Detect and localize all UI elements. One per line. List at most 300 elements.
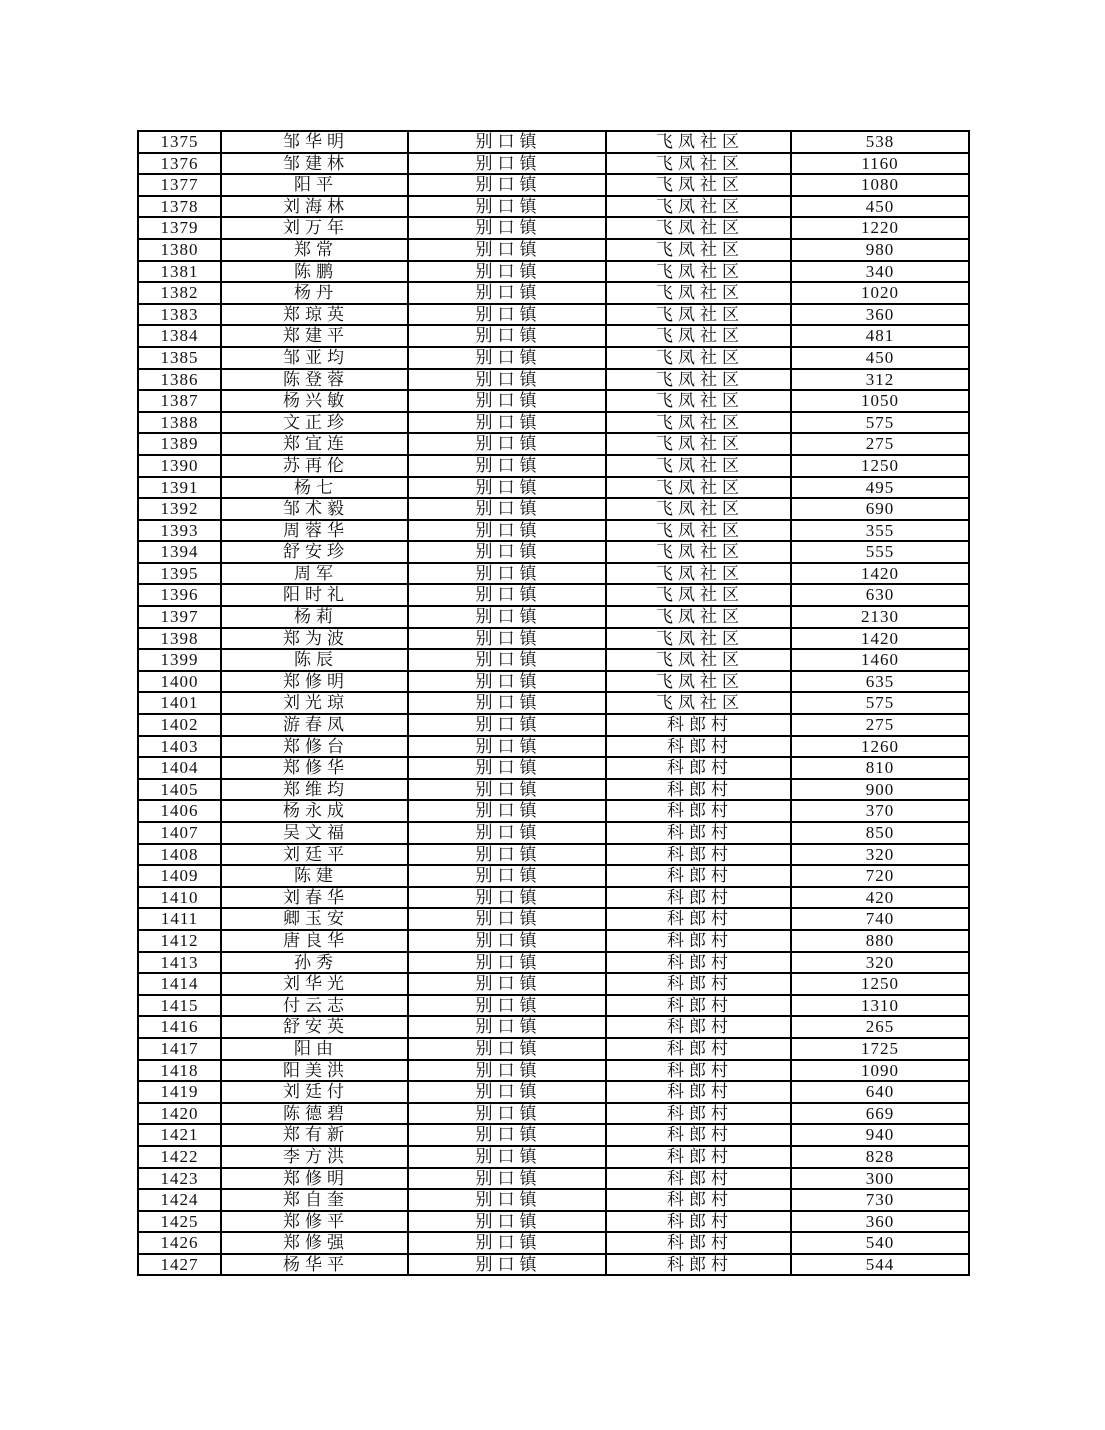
- table-row: [138, 455, 969, 477]
- table-cell-amount: 320: [791, 952, 969, 974]
- table-cell-amount: 555: [791, 541, 969, 563]
- table-cell-name: 郑宜连: [221, 433, 408, 455]
- table-cell-id: 1381: [138, 261, 221, 283]
- table-cell-town: 别口镇: [408, 153, 606, 175]
- table-row: [138, 628, 969, 650]
- table-cell-amount: 360: [791, 304, 969, 326]
- table-row: [138, 304, 969, 326]
- table-cell-name: 舒安英: [221, 1016, 408, 1038]
- table-cell-amount: 740: [791, 908, 969, 930]
- table-cell-amount: 450: [791, 347, 969, 369]
- table-cell-id: 1405: [138, 779, 221, 801]
- table-cell-id: 1395: [138, 563, 221, 585]
- table-cell-id: 1398: [138, 628, 221, 650]
- table-cell-amount: 2130: [791, 606, 969, 628]
- table-cell-town: 别口镇: [408, 1168, 606, 1190]
- table-cell-town: 别口镇: [408, 1124, 606, 1146]
- table-cell-town: 别口镇: [408, 217, 606, 239]
- table-cell-amount: 312: [791, 369, 969, 391]
- table-cell-amount: 940: [791, 1124, 969, 1146]
- table-row: [138, 973, 969, 995]
- table-cell-id: 1375: [138, 131, 221, 153]
- table-cell-town: 别口镇: [408, 1146, 606, 1168]
- table-row: [138, 1081, 969, 1103]
- table-cell-town: 别口镇: [408, 908, 606, 930]
- table-cell-community: 科郎村: [606, 1124, 791, 1146]
- table-cell-id: 1386: [138, 369, 221, 391]
- table-cell-amount: 370: [791, 800, 969, 822]
- table-cell-name: 周军: [221, 563, 408, 585]
- table-cell-town: 别口镇: [408, 757, 606, 779]
- table-cell-amount: 1250: [791, 973, 969, 995]
- table-cell-town: 别口镇: [408, 822, 606, 844]
- table-cell-community: 飞凤社区: [606, 412, 791, 434]
- table-cell-community: 科郎村: [606, 1016, 791, 1038]
- table-cell-name: 陈辰: [221, 649, 408, 671]
- table-cell-town: 别口镇: [408, 1211, 606, 1233]
- table-cell-town: 别口镇: [408, 412, 606, 434]
- table-cell-name: 游春凤: [221, 714, 408, 736]
- table-cell-town: 别口镇: [408, 563, 606, 585]
- table-cell-name: 陈鹏: [221, 261, 408, 283]
- table-cell-town: 别口镇: [408, 844, 606, 866]
- table-cell-town: 别口镇: [408, 369, 606, 391]
- table-cell-name: 杨莉: [221, 606, 408, 628]
- table-cell-amount: 320: [791, 844, 969, 866]
- table-cell-name: 郑修平: [221, 1211, 408, 1233]
- table-cell-community: 科郎村: [606, 1103, 791, 1125]
- table-cell-town: 别口镇: [408, 1060, 606, 1082]
- table-cell-id: 1412: [138, 930, 221, 952]
- table-cell-name: 陈德碧: [221, 1103, 408, 1125]
- table-cell-name: 杨七: [221, 477, 408, 499]
- table-row: [138, 692, 969, 714]
- table-cell-name: 邹建林: [221, 153, 408, 175]
- table-cell-community: 科郎村: [606, 736, 791, 758]
- table-cell-name: 郑有新: [221, 1124, 408, 1146]
- table-cell-name: 刘廷付: [221, 1081, 408, 1103]
- table-cell-town: 别口镇: [408, 520, 606, 542]
- table-row: [138, 995, 969, 1017]
- table-cell-community: 科郎村: [606, 1254, 791, 1276]
- table-cell-town: 别口镇: [408, 952, 606, 974]
- table-row: [138, 520, 969, 542]
- table-cell-amount: 810: [791, 757, 969, 779]
- table-row: [138, 217, 969, 239]
- table-cell-community: 飞凤社区: [606, 239, 791, 261]
- table-cell-town: 别口镇: [408, 1016, 606, 1038]
- table-cell-community: 科郎村: [606, 1060, 791, 1082]
- table-cell-id: 1420: [138, 1103, 221, 1125]
- table-row: [138, 736, 969, 758]
- table-cell-id: 1383: [138, 304, 221, 326]
- table-row: [138, 800, 969, 822]
- table-cell-town: 别口镇: [408, 736, 606, 758]
- table-cell-id: 1391: [138, 477, 221, 499]
- table-cell-community: 飞凤社区: [606, 282, 791, 304]
- table-cell-town: 别口镇: [408, 995, 606, 1017]
- table-cell-town: 别口镇: [408, 325, 606, 347]
- table-cell-community: 飞凤社区: [606, 628, 791, 650]
- table-cell-community: 飞凤社区: [606, 390, 791, 412]
- table-row: [138, 1211, 969, 1233]
- table-cell-community: 科郎村: [606, 1168, 791, 1190]
- table-cell-amount: 540: [791, 1232, 969, 1254]
- table-cell-town: 别口镇: [408, 347, 606, 369]
- table-cell-community: 科郎村: [606, 1146, 791, 1168]
- table-cell-community: 科郎村: [606, 1232, 791, 1254]
- table-cell-name: 刘廷平: [221, 844, 408, 866]
- table-cell-amount: 1090: [791, 1060, 969, 1082]
- table-row: [138, 1232, 969, 1254]
- table-row: [138, 714, 969, 736]
- table-cell-id: 1377: [138, 174, 221, 196]
- table-cell-id: 1415: [138, 995, 221, 1017]
- table-cell-community: 飞凤社区: [606, 153, 791, 175]
- table-cell-id: 1390: [138, 455, 221, 477]
- table-row: [138, 1016, 969, 1038]
- table-cell-community: 科郎村: [606, 779, 791, 801]
- table-row: [138, 1254, 969, 1276]
- table-cell-town: 别口镇: [408, 1038, 606, 1060]
- table-cell-town: 别口镇: [408, 1189, 606, 1211]
- table-cell-town: 别口镇: [408, 174, 606, 196]
- table-cell-name: 邹华明: [221, 131, 408, 153]
- table-cell-id: 1384: [138, 325, 221, 347]
- table-cell-town: 别口镇: [408, 239, 606, 261]
- table-row: [138, 131, 969, 153]
- table-cell-amount: 720: [791, 865, 969, 887]
- table-row: [138, 584, 969, 606]
- table-cell-community: 科郎村: [606, 995, 791, 1017]
- table-cell-name: 阳由: [221, 1038, 408, 1060]
- table-cell-id: 1394: [138, 541, 221, 563]
- table-cell-amount: 669: [791, 1103, 969, 1125]
- table-cell-id: 1411: [138, 908, 221, 930]
- table-cell-name: 陈登蓉: [221, 369, 408, 391]
- table-cell-name: 杨华平: [221, 1254, 408, 1276]
- table-cell-community: 飞凤社区: [606, 131, 791, 153]
- table-cell-id: 1425: [138, 1211, 221, 1233]
- table-cell-community: 科郎村: [606, 1038, 791, 1060]
- table-cell-town: 别口镇: [408, 282, 606, 304]
- table-cell-town: 别口镇: [408, 671, 606, 693]
- table-cell-id: 1402: [138, 714, 221, 736]
- table-row: [138, 1146, 969, 1168]
- table-row: [138, 887, 969, 909]
- table-cell-town: 别口镇: [408, 930, 606, 952]
- table-cell-community: 飞凤社区: [606, 369, 791, 391]
- table-cell-community: 飞凤社区: [606, 174, 791, 196]
- table-cell-amount: 1080: [791, 174, 969, 196]
- table-cell-community: 飞凤社区: [606, 563, 791, 585]
- table-row: [138, 563, 969, 585]
- table-cell-amount: 900: [791, 779, 969, 801]
- table-cell-id: 1387: [138, 390, 221, 412]
- table-cell-town: 别口镇: [408, 433, 606, 455]
- table-cell-town: 别口镇: [408, 304, 606, 326]
- table-cell-name: 阳平: [221, 174, 408, 196]
- table-cell-name: 卿玉安: [221, 908, 408, 930]
- table-cell-amount: 420: [791, 887, 969, 909]
- table-cell-id: 1421: [138, 1124, 221, 1146]
- table-row: [138, 671, 969, 693]
- table-row: [138, 239, 969, 261]
- table-cell-town: 别口镇: [408, 477, 606, 499]
- table-row: [138, 930, 969, 952]
- table-cell-id: 1379: [138, 217, 221, 239]
- table-row: [138, 174, 969, 196]
- table-cell-town: 别口镇: [408, 800, 606, 822]
- table-cell-name: 郑修明: [221, 1168, 408, 1190]
- table-cell-town: 别口镇: [408, 649, 606, 671]
- table-cell-community: 科郎村: [606, 908, 791, 930]
- table-cell-amount: 575: [791, 692, 969, 714]
- table-cell-town: 别口镇: [408, 1254, 606, 1276]
- table-cell-town: 别口镇: [408, 887, 606, 909]
- table-cell-community: 飞凤社区: [606, 304, 791, 326]
- table-cell-town: 别口镇: [408, 714, 606, 736]
- table-cell-name: 邹亚均: [221, 347, 408, 369]
- table-cell-id: 1414: [138, 973, 221, 995]
- table-cell-name: 郑修明: [221, 671, 408, 693]
- table-row: [138, 1038, 969, 1060]
- table-cell-id: 1401: [138, 692, 221, 714]
- table-cell-id: 1404: [138, 757, 221, 779]
- table-cell-amount: 538: [791, 131, 969, 153]
- table-row: [138, 908, 969, 930]
- table-cell-id: 1376: [138, 153, 221, 175]
- table-cell-id: 1423: [138, 1168, 221, 1190]
- table-cell-town: 别口镇: [408, 779, 606, 801]
- table-cell-name: 郑为波: [221, 628, 408, 650]
- table-cell-community: 科郎村: [606, 844, 791, 866]
- table-cell-id: 1418: [138, 1060, 221, 1082]
- table-cell-id: 1389: [138, 433, 221, 455]
- table-cell-id: 1409: [138, 865, 221, 887]
- table-cell-community: 飞凤社区: [606, 477, 791, 499]
- table-cell-amount: 850: [791, 822, 969, 844]
- table-cell-community: 科郎村: [606, 822, 791, 844]
- table-cell-name: 文正珍: [221, 412, 408, 434]
- table-cell-id: 1392: [138, 498, 221, 520]
- table-cell-id: 1396: [138, 584, 221, 606]
- table-cell-community: 飞凤社区: [606, 606, 791, 628]
- table-cell-name: 刘春华: [221, 887, 408, 909]
- table-row: [138, 649, 969, 671]
- table-cell-community: 飞凤社区: [606, 196, 791, 218]
- table-cell-community: 科郎村: [606, 865, 791, 887]
- table-cell-community: 飞凤社区: [606, 671, 791, 693]
- table-cell-town: 别口镇: [408, 1103, 606, 1125]
- table-cell-id: 1419: [138, 1081, 221, 1103]
- table-cell-community: 飞凤社区: [606, 649, 791, 671]
- table-cell-community: 飞凤社区: [606, 498, 791, 520]
- table-row: [138, 325, 969, 347]
- table-cell-amount: 355: [791, 520, 969, 542]
- table-cell-community: 飞凤社区: [606, 692, 791, 714]
- table-cell-community: 飞凤社区: [606, 584, 791, 606]
- table-row: [138, 369, 969, 391]
- table-row: [138, 412, 969, 434]
- table-row: [138, 865, 969, 887]
- table-row: [138, 153, 969, 175]
- table-cell-amount: 275: [791, 433, 969, 455]
- table-cell-id: 1407: [138, 822, 221, 844]
- table-cell-community: 飞凤社区: [606, 520, 791, 542]
- table-row: [138, 261, 969, 283]
- table-cell-amount: 1220: [791, 217, 969, 239]
- table-cell-id: 1380: [138, 239, 221, 261]
- table-cell-town: 别口镇: [408, 261, 606, 283]
- table-row: [138, 606, 969, 628]
- table-cell-amount: 1020: [791, 282, 969, 304]
- table-cell-name: 苏再伦: [221, 455, 408, 477]
- table-row: [138, 952, 969, 974]
- table-cell-id: 1406: [138, 800, 221, 822]
- table-cell-community: 飞凤社区: [606, 325, 791, 347]
- table-cell-amount: 340: [791, 261, 969, 283]
- table-cell-amount: 1420: [791, 628, 969, 650]
- table-cell-name: 郑修华: [221, 757, 408, 779]
- table-row: [138, 390, 969, 412]
- table-cell-community: 飞凤社区: [606, 347, 791, 369]
- table-cell-community: 飞凤社区: [606, 261, 791, 283]
- table-row: [138, 822, 969, 844]
- table-cell-name: 刘光琼: [221, 692, 408, 714]
- table-cell-town: 别口镇: [408, 498, 606, 520]
- table-cell-town: 别口镇: [408, 1081, 606, 1103]
- table-cell-name: 郑修强: [221, 1232, 408, 1254]
- table-cell-amount: 640: [791, 1081, 969, 1103]
- table-cell-amount: 1050: [791, 390, 969, 412]
- table-cell-id: 1408: [138, 844, 221, 866]
- table-cell-name: 刘海林: [221, 196, 408, 218]
- table-cell-name: 郑修台: [221, 736, 408, 758]
- table-cell-name: 邹术毅: [221, 498, 408, 520]
- table-cell-community: 飞凤社区: [606, 455, 791, 477]
- table-row: [138, 779, 969, 801]
- table-cell-id: 1393: [138, 520, 221, 542]
- table-row: [138, 757, 969, 779]
- table-cell-town: 别口镇: [408, 390, 606, 412]
- table-cell-id: 1400: [138, 671, 221, 693]
- table-cell-name: 付云志: [221, 995, 408, 1017]
- table-cell-amount: 360: [791, 1211, 969, 1233]
- table-cell-town: 别口镇: [408, 606, 606, 628]
- table-cell-id: 1403: [138, 736, 221, 758]
- table-cell-name: 舒安珍: [221, 541, 408, 563]
- table-row: [138, 1124, 969, 1146]
- table-row: [138, 844, 969, 866]
- table-row: [138, 1168, 969, 1190]
- table-row: [138, 1189, 969, 1211]
- table-cell-amount: 630: [791, 584, 969, 606]
- table-cell-town: 别口镇: [408, 541, 606, 563]
- table-row: [138, 498, 969, 520]
- table-row: [138, 347, 969, 369]
- table-cell-amount: 275: [791, 714, 969, 736]
- table-cell-name: 郑建平: [221, 325, 408, 347]
- table-cell-id: 1422: [138, 1146, 221, 1168]
- table-cell-amount: 544: [791, 1254, 969, 1276]
- table-cell-community: 飞凤社区: [606, 541, 791, 563]
- table-cell-name: 陈建: [221, 865, 408, 887]
- table-cell-amount: 265: [791, 1016, 969, 1038]
- table-cell-id: 1410: [138, 887, 221, 909]
- table-cell-town: 别口镇: [408, 584, 606, 606]
- table-cell-town: 别口镇: [408, 865, 606, 887]
- table-cell-id: 1416: [138, 1016, 221, 1038]
- table-cell-amount: 481: [791, 325, 969, 347]
- table-cell-name: 杨兴敏: [221, 390, 408, 412]
- table-cell-id: 1388: [138, 412, 221, 434]
- table-row: [138, 541, 969, 563]
- table-cell-name: 郑常: [221, 239, 408, 261]
- table-cell-amount: 1460: [791, 649, 969, 671]
- table-cell-id: 1378: [138, 196, 221, 218]
- table-cell-community: 科郎村: [606, 757, 791, 779]
- table-cell-community: 科郎村: [606, 1211, 791, 1233]
- table-cell-community: 科郎村: [606, 1081, 791, 1103]
- table-cell-amount: 828: [791, 1146, 969, 1168]
- table-row: [138, 282, 969, 304]
- table-cell-town: 别口镇: [408, 196, 606, 218]
- table-cell-name: 唐良华: [221, 930, 408, 952]
- table-cell-name: 杨永成: [221, 800, 408, 822]
- table-cell-name: 李方洪: [221, 1146, 408, 1168]
- table-cell-id: 1382: [138, 282, 221, 304]
- table-cell-community: 科郎村: [606, 930, 791, 952]
- table-cell-amount: 730: [791, 1189, 969, 1211]
- table-cell-community: 科郎村: [606, 973, 791, 995]
- table-cell-amount: 1420: [791, 563, 969, 585]
- table-cell-community: 飞凤社区: [606, 217, 791, 239]
- table-row: [138, 196, 969, 218]
- table-cell-id: 1413: [138, 952, 221, 974]
- table-cell-amount: 1725: [791, 1038, 969, 1060]
- table-cell-community: 科郎村: [606, 952, 791, 974]
- table-cell-town: 别口镇: [408, 973, 606, 995]
- table-cell-id: 1399: [138, 649, 221, 671]
- table-cell-id: 1427: [138, 1254, 221, 1276]
- table-cell-community: 科郎村: [606, 800, 791, 822]
- table-cell-name: 孙秀: [221, 952, 408, 974]
- table-cell-town: 别口镇: [408, 455, 606, 477]
- table-cell-amount: 450: [791, 196, 969, 218]
- roster-table: [137, 130, 970, 1276]
- table-cell-amount: 300: [791, 1168, 969, 1190]
- table-row: [138, 477, 969, 499]
- table-cell-amount: 1160: [791, 153, 969, 175]
- table-cell-amount: 1250: [791, 455, 969, 477]
- table-cell-name: 阳美洪: [221, 1060, 408, 1082]
- table-cell-id: 1424: [138, 1189, 221, 1211]
- table-cell-amount: 635: [791, 671, 969, 693]
- table-cell-id: 1426: [138, 1232, 221, 1254]
- table-cell-name: 郑维均: [221, 779, 408, 801]
- table-cell-name: 周蓉华: [221, 520, 408, 542]
- table-cell-name: 郑琼英: [221, 304, 408, 326]
- table-cell-amount: 495: [791, 477, 969, 499]
- table-cell-community: 飞凤社区: [606, 433, 791, 455]
- table-cell-amount: 880: [791, 930, 969, 952]
- table-cell-name: 阳时礼: [221, 584, 408, 606]
- table-cell-amount: 980: [791, 239, 969, 261]
- table-cell-name: 吴文福: [221, 822, 408, 844]
- table-cell-name: 刘万年: [221, 217, 408, 239]
- table-cell-id: 1397: [138, 606, 221, 628]
